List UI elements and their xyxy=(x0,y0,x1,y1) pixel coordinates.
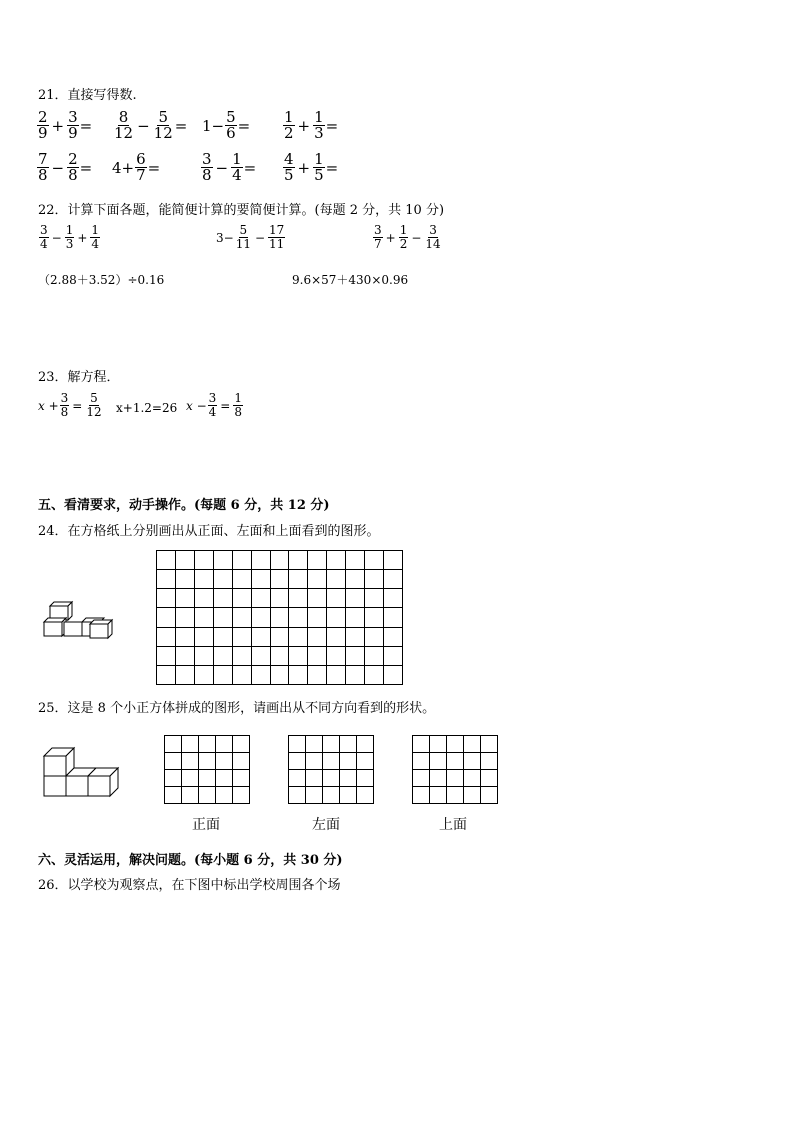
grid-cell[interactable] xyxy=(165,770,182,787)
grid-cell[interactable] xyxy=(214,570,233,589)
q25-grid-front[interactable] xyxy=(164,735,250,804)
grid-cell[interactable] xyxy=(165,753,182,770)
grid-cell[interactable] xyxy=(289,570,308,589)
q21-item-2: $\frac{8}{12}$ − $\frac{5}{12}$ = xyxy=(114,108,188,142)
grid-cell[interactable] xyxy=(214,608,233,627)
grid-cell[interactable] xyxy=(323,753,340,770)
grid-cell[interactable] xyxy=(182,770,199,787)
q23-title: 23．解方程． xyxy=(38,370,120,385)
grid-cell[interactable] xyxy=(346,608,365,627)
grid-cell[interactable] xyxy=(340,736,357,753)
grid-cell[interactable] xyxy=(165,736,182,753)
section-5-heading: 五、看清要求，动手操作。(每题 6 分，共 12 分) xyxy=(38,498,330,513)
grid-cell[interactable] xyxy=(289,770,306,787)
grid-cell[interactable] xyxy=(384,608,403,627)
grid-cell[interactable] xyxy=(346,551,365,570)
grid-cell[interactable] xyxy=(233,570,252,589)
grid-cell[interactable] xyxy=(447,770,464,787)
q22-expr-4: （2.88＋3.52）÷0.16 xyxy=(38,273,165,287)
grid-cell[interactable] xyxy=(357,787,374,804)
grid-cell[interactable] xyxy=(214,647,233,666)
grid-cell[interactable] xyxy=(346,628,365,647)
grid-cell[interactable] xyxy=(271,628,290,647)
q21-title: 21．直接写得数. xyxy=(38,88,137,103)
grid-cell[interactable] xyxy=(216,787,233,804)
grid-cell[interactable] xyxy=(233,753,250,770)
grid-cell[interactable] xyxy=(306,787,323,804)
grid-cell[interactable] xyxy=(365,589,384,608)
grid-cell[interactable] xyxy=(365,608,384,627)
grid-cell[interactable] xyxy=(340,770,357,787)
grid-cell[interactable] xyxy=(214,666,233,685)
grid-cell[interactable] xyxy=(327,608,346,627)
grid-cell[interactable] xyxy=(306,736,323,753)
grid-cell[interactable] xyxy=(233,647,252,666)
grid-cell[interactable] xyxy=(413,770,430,787)
q21-item-6: 4+ $\frac{6}{7}$ = xyxy=(112,150,161,184)
grid-cell[interactable] xyxy=(216,753,233,770)
grid-cell[interactable] xyxy=(306,770,323,787)
grid-cell[interactable] xyxy=(413,753,430,770)
grid-cell[interactable] xyxy=(271,647,290,666)
grid-cell[interactable] xyxy=(176,551,195,570)
grid-cell[interactable] xyxy=(346,570,365,589)
grid-cell[interactable] xyxy=(233,551,252,570)
grid-cell[interactable] xyxy=(413,787,430,804)
q21-item-5: $\frac{7}{8}$ − $\frac{2}{8}$ = xyxy=(38,150,93,184)
grid-cell[interactable] xyxy=(289,589,308,608)
q26-title: 26．以学校为观察点，在下图中标出学校周围各个场 xyxy=(38,878,341,893)
grid-cell[interactable] xyxy=(252,589,271,608)
grid-cell[interactable] xyxy=(365,666,384,685)
grid-cell[interactable] xyxy=(308,647,327,666)
q25-grid-top[interactable] xyxy=(412,735,498,804)
caption-front: 正面 xyxy=(192,817,220,833)
grid-cell[interactable] xyxy=(157,589,176,608)
grid-cell[interactable] xyxy=(464,753,481,770)
q25-cube-figure xyxy=(42,738,126,800)
grid-cell[interactable] xyxy=(157,551,176,570)
grid-cell[interactable] xyxy=(357,770,374,787)
grid-cell[interactable] xyxy=(308,628,327,647)
grid-cell[interactable] xyxy=(384,589,403,608)
grid-cell[interactable] xyxy=(430,736,447,753)
grid-cell[interactable] xyxy=(289,736,306,753)
grid-cell[interactable] xyxy=(233,770,250,787)
grid-cell[interactable] xyxy=(252,551,271,570)
grid-cell[interactable] xyxy=(195,628,214,647)
grid-cell[interactable] xyxy=(195,570,214,589)
grid-cell[interactable] xyxy=(323,787,340,804)
grid-cell[interactable] xyxy=(216,770,233,787)
grid-cell[interactable] xyxy=(165,787,182,804)
grid-cell[interactable] xyxy=(430,787,447,804)
grid-cell[interactable] xyxy=(199,770,216,787)
grid-cell[interactable] xyxy=(233,787,250,804)
grid-cell[interactable] xyxy=(430,770,447,787)
grid-cell[interactable] xyxy=(157,647,176,666)
q21-item-3: 1− $\frac{5}{6}$ = xyxy=(202,108,251,142)
grid-cell[interactable] xyxy=(384,647,403,666)
grid-cell[interactable] xyxy=(176,589,195,608)
grid-cell[interactable] xyxy=(271,570,290,589)
grid-cell[interactable] xyxy=(195,666,214,685)
grid-cell[interactable] xyxy=(195,551,214,570)
q21-item-1: $\frac{2}{9}$ + $\frac{3}{9}$ = xyxy=(38,108,93,142)
grid-cell[interactable] xyxy=(306,753,323,770)
grid-cell[interactable] xyxy=(289,608,308,627)
grid-cell[interactable] xyxy=(289,647,308,666)
grid-cell[interactable] xyxy=(176,628,195,647)
grid-cell[interactable] xyxy=(481,787,498,804)
grid-cell[interactable] xyxy=(384,666,403,685)
grid-cell[interactable] xyxy=(365,570,384,589)
grid-cell[interactable] xyxy=(176,608,195,627)
grid-cell[interactable] xyxy=(199,736,216,753)
grid-cell[interactable] xyxy=(176,570,195,589)
grid-cell[interactable] xyxy=(176,666,195,685)
grid-cell[interactable] xyxy=(182,787,199,804)
grid-cell[interactable] xyxy=(199,753,216,770)
q21-item-7: $\frac{3}{8}$ − $\frac{1}{4}$ = xyxy=(202,150,257,184)
grid-cell[interactable] xyxy=(271,589,290,608)
grid-cell[interactable] xyxy=(233,628,252,647)
grid-cell[interactable] xyxy=(195,589,214,608)
grid-cell[interactable] xyxy=(176,647,195,666)
grid-cell[interactable] xyxy=(199,787,216,804)
grid-cell[interactable] xyxy=(384,551,403,570)
grid-cell[interactable] xyxy=(216,736,233,753)
grid-cell[interactable] xyxy=(481,770,498,787)
grid-cell[interactable] xyxy=(327,551,346,570)
caption-left: 左面 xyxy=(312,817,340,833)
grid-cell[interactable] xyxy=(346,647,365,666)
q22-title: 22．计算下面各题，能简便计算的要简便计算。(每题 2 分，共 10 分) xyxy=(38,203,445,218)
grid-cell[interactable] xyxy=(195,647,214,666)
q25-title: 25．这是 8 个小正方体拼成的图形，请画出从不同方向看到的形状。 xyxy=(38,701,436,716)
grid-cell[interactable] xyxy=(357,736,374,753)
q23-eq-1: x + $\frac{3}{8}$ = $\frac{5}{12}$ xyxy=(38,391,102,419)
grid-cell[interactable] xyxy=(308,570,327,589)
grid-cell[interactable] xyxy=(271,608,290,627)
q25-grid-left[interactable] xyxy=(288,735,374,804)
grid-cell[interactable] xyxy=(214,628,233,647)
grid-cell[interactable] xyxy=(430,753,447,770)
grid-cell[interactable] xyxy=(252,608,271,627)
grid-cell[interactable] xyxy=(308,666,327,685)
q24-grid-paper[interactable] xyxy=(156,550,403,685)
grid-cell[interactable] xyxy=(308,608,327,627)
q22-expr-5: 9.6×57＋430×0.96 xyxy=(292,273,409,287)
grid-cell[interactable] xyxy=(481,753,498,770)
grid-cell[interactable] xyxy=(447,753,464,770)
grid-cell[interactable] xyxy=(323,770,340,787)
q22-expr-3: $\frac{3}{7}$ + $\frac{1}{2}$ − $\frac{3}{14}$ xyxy=(374,223,441,251)
grid-cell[interactable] xyxy=(327,666,346,685)
q24-cube-figure xyxy=(40,598,120,642)
grid-cell[interactable] xyxy=(340,753,357,770)
grid-cell[interactable] xyxy=(195,608,214,627)
grid-cell[interactable] xyxy=(365,628,384,647)
grid-cell[interactable] xyxy=(464,770,481,787)
grid-cell[interactable] xyxy=(327,570,346,589)
grid-cell[interactable] xyxy=(413,736,430,753)
grid-cell[interactable] xyxy=(233,736,250,753)
q21-item-8: $\frac{4}{5}$ + $\frac{1}{5}$ = xyxy=(284,150,339,184)
q24-title: 24．在方格纸上分别画出从正面、左面和上面看到的图形。 xyxy=(38,524,380,539)
grid-cell[interactable] xyxy=(157,570,176,589)
grid-cell[interactable] xyxy=(289,753,306,770)
grid-cell[interactable] xyxy=(271,666,290,685)
grid-cell[interactable] xyxy=(182,736,199,753)
grid-cell[interactable] xyxy=(346,589,365,608)
q22-expr-1: $\frac{3}{4}$ − $\frac{1}{3}$ + $\frac{1}{4}$ xyxy=(40,223,100,251)
grid-cell[interactable] xyxy=(447,787,464,804)
grid-cell[interactable] xyxy=(157,666,176,685)
q23-eq-2: x+1.2=26 xyxy=(116,401,178,415)
grid-cell[interactable] xyxy=(252,628,271,647)
grid-cell[interactable] xyxy=(323,736,340,753)
grid-cell[interactable] xyxy=(327,589,346,608)
grid-cell[interactable] xyxy=(384,570,403,589)
grid-cell[interactable] xyxy=(233,608,252,627)
q22-expr-2: 3− $\frac{5}{11}$ − $\frac{17}{11}$ xyxy=(216,223,285,251)
grid-cell[interactable] xyxy=(447,736,464,753)
grid-cell[interactable] xyxy=(252,647,271,666)
grid-cell[interactable] xyxy=(252,666,271,685)
grid-cell[interactable] xyxy=(289,551,308,570)
grid-cell[interactable] xyxy=(289,628,308,647)
caption-top: 上面 xyxy=(439,817,467,833)
grid-cell[interactable] xyxy=(214,589,233,608)
grid-cell[interactable] xyxy=(214,551,233,570)
grid-cell[interactable] xyxy=(464,736,481,753)
grid-cell[interactable] xyxy=(327,628,346,647)
grid-cell[interactable] xyxy=(233,666,252,685)
grid-cell[interactable] xyxy=(357,753,374,770)
grid-cell[interactable] xyxy=(182,753,199,770)
grid-cell[interactable] xyxy=(157,628,176,647)
grid-cell[interactable] xyxy=(327,647,346,666)
grid-cell[interactable] xyxy=(346,666,365,685)
grid-cell[interactable] xyxy=(365,647,384,666)
grid-cell[interactable] xyxy=(157,608,176,627)
grid-cell[interactable] xyxy=(252,570,271,589)
grid-cell[interactable] xyxy=(308,551,327,570)
grid-cell[interactable] xyxy=(289,666,308,685)
grid-cell[interactable] xyxy=(308,589,327,608)
q21-item-4: $\frac{1}{2}$ + $\frac{1}{3}$ = xyxy=(284,108,339,142)
grid-cell[interactable] xyxy=(481,736,498,753)
grid-cell[interactable] xyxy=(464,787,481,804)
grid-cell[interactable] xyxy=(365,551,384,570)
section-6-heading: 六、灵活运用，解决问题。(每小题 6 分，共 30 分) xyxy=(38,853,343,868)
grid-cell[interactable] xyxy=(289,787,306,804)
grid-cell[interactable] xyxy=(340,787,357,804)
grid-cell[interactable] xyxy=(271,551,290,570)
grid-cell[interactable] xyxy=(384,628,403,647)
grid-cell[interactable] xyxy=(233,589,252,608)
q23-eq-3: x − $\frac{3}{4}$ = $\frac{1}{8}$ xyxy=(186,391,242,419)
